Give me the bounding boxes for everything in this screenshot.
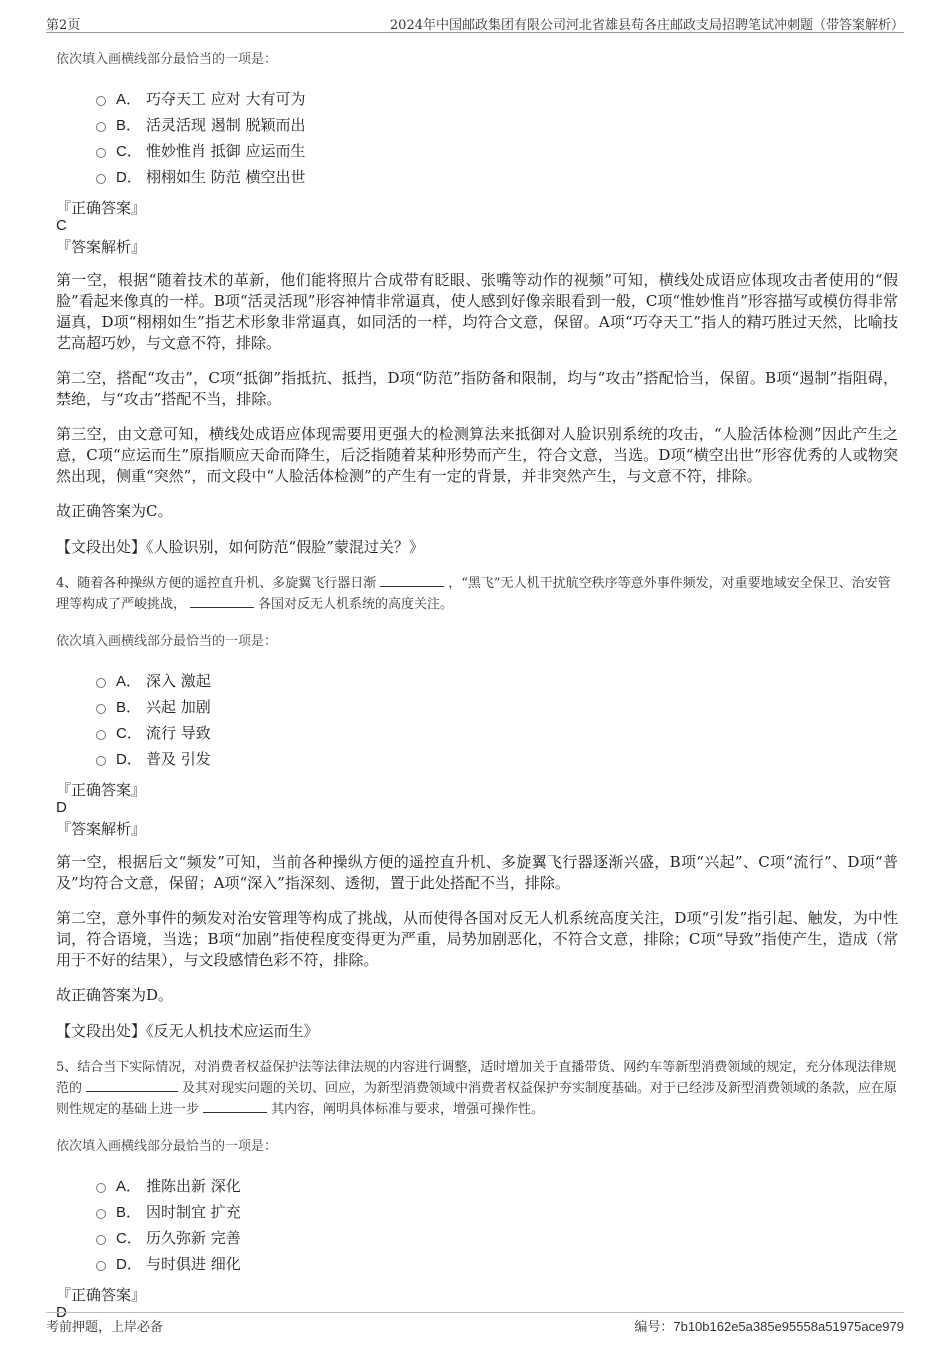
code-value: 7b10b162e5a385e95558a51975ace979 xyxy=(673,1319,904,1334)
option-text: 兴起 加剧 xyxy=(146,697,211,716)
q5-answer: D xyxy=(56,1304,67,1321)
option-text: 历久弥新 完善 xyxy=(146,1228,241,1247)
q5-options xyxy=(96,1172,898,1276)
q3-analysis-3: 第三空，由文意可知，横线处成语应体现需要用更强大的检测算法来抵御对人脸识别系统的攻击，“人脸活体检测”因此产生之意，C项“应运而生”原指顺应天命而降生，后泛指随着某种形势而产生，符合文意，当选。D项“横空出世”形容优秀的人或物突然出现，侧重“突然”，而文段中“人脸活体检测”的产生有一定的背景，并非突然产生，与文意不符，排除。 xyxy=(56,425,898,485)
q3-analysis-1: 第一空，根据“随着技术的革新，他们能将照片合成带有眨眼、张嘴等动作的视频”可知，横线处成语应体现攻击者使用的“假脸”看起来像真的一样。B项“活灵活现”形容神情非常逼真，使人感到好像亲眼看到一般，C项“惟妙惟肖”形容描写或模仿得非常逼真，D项“栩栩如生”指艺术形象非常逼真，如同活的一样，均符合文意，保留。A项“巧夺天工”指人的精巧胜过天然，比喻技艺高超巧妙，与文意不符，排除。 xyxy=(56,271,898,352)
q5-blank-2 xyxy=(203,1100,267,1113)
radio-icon[interactable] xyxy=(96,678,106,688)
q3-conclusion: 故正确答案为C。 xyxy=(56,502,173,520)
option-text: 推陈出新 深化 xyxy=(146,1176,241,1195)
q4-stem-a: 4、随着各种操纵方便的遥控直升机、多旋翼飞行器日渐 xyxy=(56,576,377,591)
analysis-label: 『答案解析』 xyxy=(56,238,147,256)
document-title: 2024年中国邮政集团有限公司河北省雄县苟各庄邮政支局招聘笔试冲刺题（带答案解析） xyxy=(389,18,904,33)
q3-option-c[interactable] xyxy=(96,137,898,163)
radio-icon[interactable] xyxy=(96,1183,106,1193)
question-prompt: 依次填入画横线部分最恰当的一项是： xyxy=(56,52,278,67)
q3-answer: C xyxy=(56,217,67,234)
q5-stem xyxy=(56,1057,898,1120)
radio-icon[interactable] xyxy=(96,730,106,740)
radio-icon[interactable] xyxy=(96,756,106,766)
q4-source: 【文段出处】《反无人机技术应运而生》 xyxy=(56,1022,319,1040)
option-letter: B． xyxy=(116,116,142,134)
q4-blank-1 xyxy=(380,574,444,587)
option-text: 与时俱进 细化 xyxy=(146,1254,241,1273)
radio-icon[interactable] xyxy=(96,1235,106,1245)
q3-options xyxy=(96,85,898,189)
option-text: 因时制宜 扩充 xyxy=(146,1202,241,1221)
option-text: 栩栩如生 防范 横空出世 xyxy=(146,167,306,186)
q3-source: 【文段出处】《人脸识别，如何防范“假脸”蒙混过关？》 xyxy=(56,538,424,556)
question-prompt: 依次填入画横线部分最恰当的一项是： xyxy=(56,634,278,649)
q4-option-c[interactable] xyxy=(96,719,898,745)
q4-option-d[interactable] xyxy=(96,745,898,771)
option-text: 普及 引发 xyxy=(146,749,211,768)
q5-stem-b: 及其对现实问题的关切、回应，为新型消费领域中消费者权益保护夯实制度基础。对于已经涉及新型消费领域的条款，应在原则性规定的基础上进一步 xyxy=(56,1081,898,1117)
q4-analysis-1: 第一空，根据后文“频发”可知，当前各种操纵方便的遥控直升机、多旋翼飞行器逐渐兴盛，B项“兴起”、C项“流行”、D项“普及”均符合文意，保留；A项“深入”指深刻、透彻，置于此处搭配不当，排除。 xyxy=(56,853,898,892)
option-letter: A． xyxy=(116,90,142,108)
q5-option-c[interactable] xyxy=(96,1224,898,1250)
option-letter: C． xyxy=(116,724,142,742)
radio-icon[interactable] xyxy=(96,96,106,106)
q3-option-a[interactable] xyxy=(96,85,898,111)
q3-analysis-2: 第二空，搭配“攻击”，C项“抵御”指抵抗、抵挡，D项“防范”指防备和限制，均与“攻击”搭配恰当，保留。B项“遏制”指阻碍，禁绝，与“攻击”搭配不当，排除。 xyxy=(56,369,898,408)
q5-option-d[interactable] xyxy=(96,1250,898,1276)
option-letter: D． xyxy=(116,168,142,186)
footer-slogan: 考前押题，上岸必备 xyxy=(46,1320,164,1335)
q4-blank-2 xyxy=(190,595,254,608)
q5-option-b[interactable] xyxy=(96,1198,898,1224)
content xyxy=(56,48,898,1321)
page-header xyxy=(46,12,904,33)
document-code xyxy=(634,1316,904,1335)
option-text: 巧夺天工 应对 大有可为 xyxy=(146,89,306,108)
option-text: 深入 激起 xyxy=(146,671,211,690)
answer-label: 『正确答案』 xyxy=(56,781,147,799)
q4-stem xyxy=(56,573,898,615)
radio-icon[interactable] xyxy=(96,122,106,132)
q5-blank-1 xyxy=(86,1079,178,1092)
option-letter: B． xyxy=(116,1203,142,1221)
answer-label: 『正确答案』 xyxy=(56,199,147,217)
option-text: 惟妙惟肖 抵御 应运而生 xyxy=(146,141,306,160)
option-letter: B． xyxy=(116,698,142,716)
option-letter: C． xyxy=(116,1229,142,1247)
page-footer xyxy=(46,1312,904,1335)
q3-option-b[interactable] xyxy=(96,111,898,137)
option-letter: C． xyxy=(116,142,142,160)
q3-option-d[interactable] xyxy=(96,163,898,189)
q4-stem-b: ，“黑飞”无人机干扰航空秩序等意外事件频发，对重要地域安全保卫、治安管理等构成了严峻挑战， xyxy=(56,576,891,612)
q4-conclusion: 故正确答案为D。 xyxy=(56,986,174,1004)
option-letter: A． xyxy=(116,1177,142,1195)
q4-analysis-2: 第二空，意外事件的频发对治安管理等构成了挑战，从而使得各国对反无人机系统高度关注，D项“引发”指引起、触发，为中性词，符合语境，当选；B项“加剧”指使程度变得更为严重，局势加剧恶化，不符合文意，排除；C项“导致”指使产生，造成（常用于不好的结果），与文段感情色彩不符，排除。 xyxy=(56,909,898,969)
radio-icon[interactable] xyxy=(96,148,106,158)
option-letter: A． xyxy=(116,672,142,690)
q4-options xyxy=(96,667,898,771)
radio-icon[interactable] xyxy=(96,704,106,714)
option-letter: D． xyxy=(116,750,142,768)
answer-label: 『正确答案』 xyxy=(56,1286,147,1304)
option-text: 流行 导致 xyxy=(146,723,211,742)
q5-stem-c: 其内容，阐明具体标准与要求，增强可操作性。 xyxy=(271,1102,545,1117)
q4-option-a[interactable] xyxy=(96,667,898,693)
option-letter: D． xyxy=(116,1255,142,1273)
analysis-label: 『答案解析』 xyxy=(56,820,147,838)
q5-option-a[interactable] xyxy=(96,1172,898,1198)
q4-answer: D xyxy=(56,799,67,816)
page-number: 第2页 xyxy=(46,18,81,33)
code-label: 编号： xyxy=(634,1320,674,1335)
question-prompt: 依次填入画横线部分最恰当的一项是： xyxy=(56,1139,278,1154)
radio-icon[interactable] xyxy=(96,1261,106,1271)
radio-icon[interactable] xyxy=(96,174,106,184)
radio-icon[interactable] xyxy=(96,1209,106,1219)
q4-option-b[interactable] xyxy=(96,693,898,719)
option-text: 活灵活现 遏制 脱颖而出 xyxy=(146,115,306,134)
q4-stem-c: 各国对反无人机系统的高度关注。 xyxy=(258,597,454,612)
q5-stem-a: 5、结合当下实际情况，对消费者权益保护法等法律法规的内容进行调整，适时增加关于直播带货、网约车等新型消费领域的规定，充分体现法律规范的 xyxy=(56,1060,897,1096)
